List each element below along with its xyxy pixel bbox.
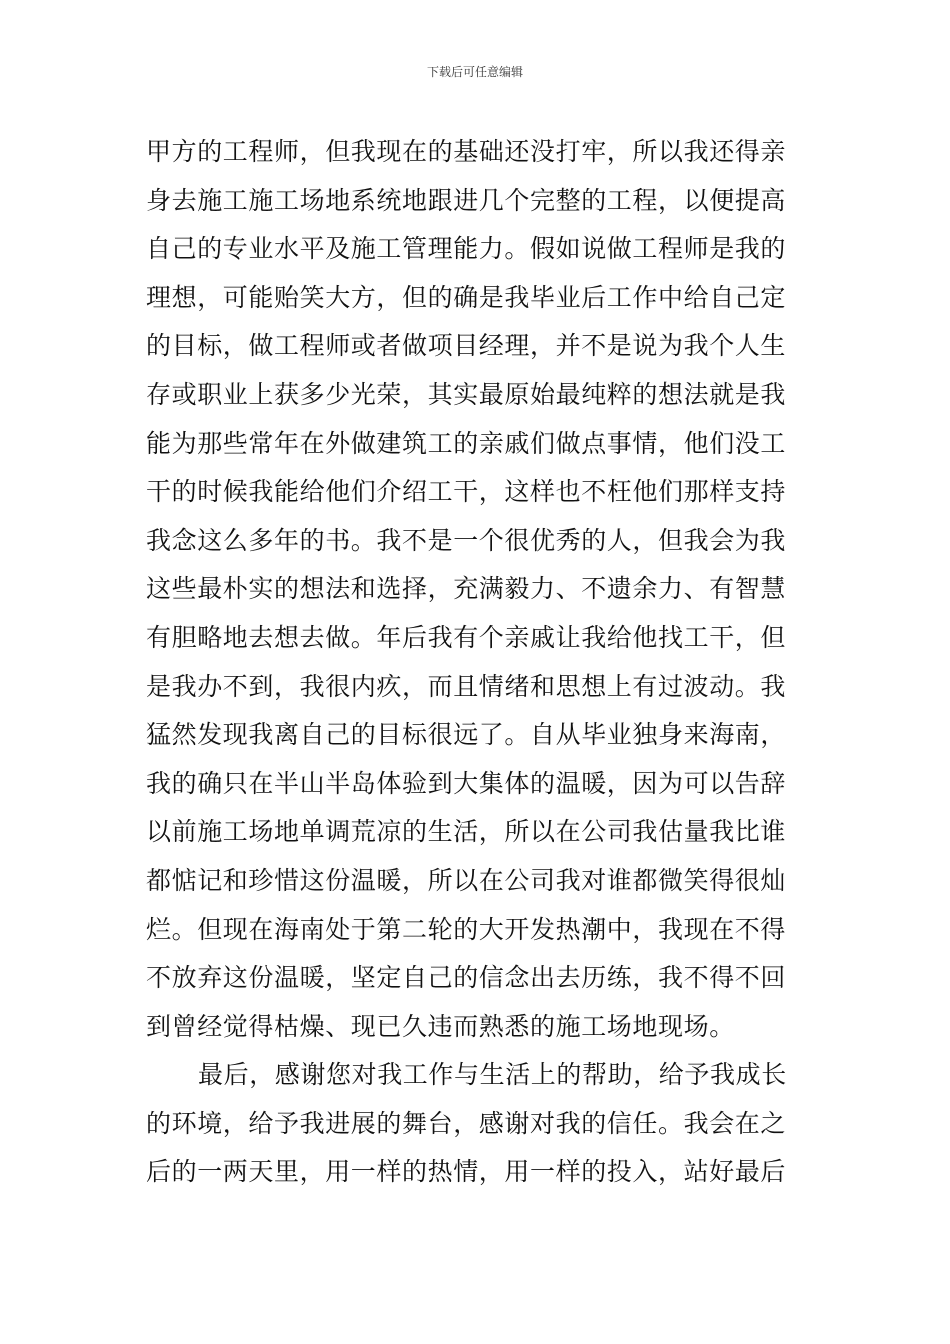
paragraph-line: 甲方的工程师，但我现在的基础还没打牢，所以我还得亲	[146, 137, 787, 166]
paragraph-line: 有胆略地去想去做。年后我有个亲戚让我给他找工干，但	[146, 622, 787, 652]
paragraph-line: 到曾经觉得枯燥、现已久违而熟悉的施工场地现场。	[146, 1011, 735, 1041]
paragraph-line: 身去施工施工场地系统地跟进几个完整的工程，以便提高	[146, 185, 787, 215]
paragraph-line: 这些最朴实的想法和选择，充满毅力、不遗余力、有智慧	[146, 574, 787, 604]
paragraph-line: 以前施工场地单调荒凉的生活，所以在公司我估量我比谁	[146, 817, 787, 847]
paragraph-line: 的环境，给予我进展的舞台，感谢对我的信任。我会在之	[146, 1108, 787, 1138]
paragraph-line: 不放弃这份温暖，坚定自己的信念出去历练，我不得不回	[146, 963, 787, 993]
paragraph-line: 后的一两天里，用一样的热情，用一样的投入，站好最后	[146, 1157, 787, 1187]
page-header: 下载后可任意编辑	[426, 65, 523, 79]
paragraph-line: 猛然发现我离自己的目标很远了。自从毕业独身来海南，	[146, 720, 787, 750]
paragraph-line: 自己的专业水平及施工管理能力。假如说做工程师是我的	[146, 234, 787, 264]
paragraph-line: 烂。但现在海南处于第二轮的大开发热潮中，我现在不得	[146, 914, 787, 944]
paragraph-line: 都惦记和珍惜这份温暖，所以在公司我对谁都微笑得很灿	[146, 865, 787, 895]
paragraph-line: 是我办不到，我很内疚，而且情绪和思想上有过波动。我	[146, 671, 787, 701]
paragraph-line: 我的确只在半山半岛体验到大集体的温暖，因为可以告辞	[146, 768, 787, 798]
paragraph-line: 干的时候我能给他们介绍工干，这样也不枉他们那样支持	[146, 477, 787, 507]
paragraph-line-indented: 最后，感谢您对我工作与生活上的帮助，给予我成长	[198, 1060, 787, 1090]
paragraph-line: 的目标，做工程师或者做项目经理，并不是说为我个人生	[146, 331, 787, 361]
paragraph-line: 存或职业上获多少光荣，其实最原始最纯粹的想法就是我	[146, 379, 787, 409]
paragraph-line: 理想，可能贻笑大方，但的确是我毕业后工作中给自己定	[146, 282, 787, 312]
paragraph-line: 我念这么多年的书。我不是一个很优秀的人，但我会为我	[146, 525, 787, 555]
document-body	[146, 128, 810, 1197]
paragraph-line: 能为那些常年在外做建筑工的亲戚们做点事情，他们没工	[146, 428, 787, 458]
